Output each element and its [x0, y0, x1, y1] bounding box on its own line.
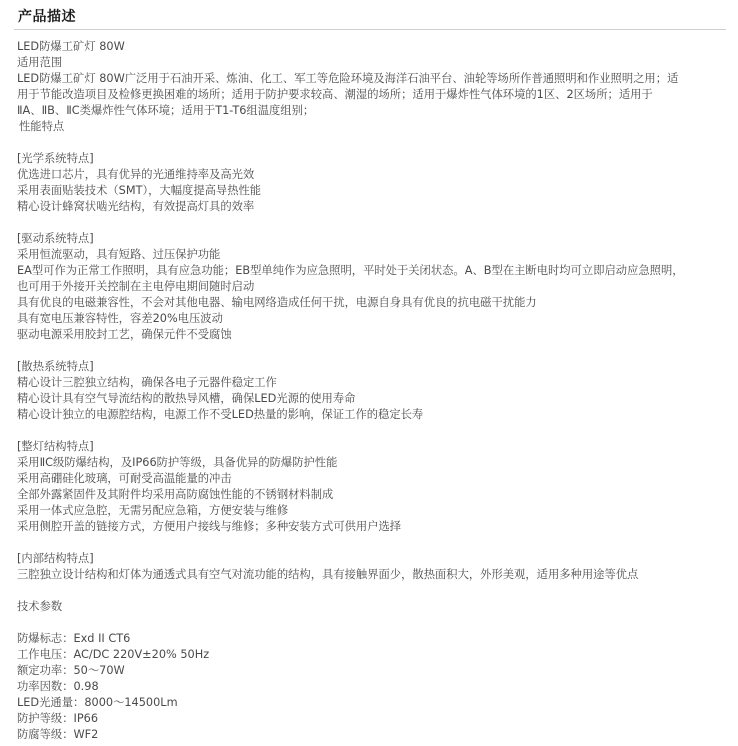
page-title: 产品描述 — [18, 9, 76, 25]
spec-item: LED光通量：8000～14500Lm — [17, 696, 178, 709]
spec-item: 额定功率：50～70W — [17, 664, 125, 677]
optical-heading: [光学系统特点] — [17, 152, 94, 165]
performance-heading: 性能特点 — [19, 120, 65, 133]
structure-line: 采用侧腔开盖的链接方式，方便用户接线与维修；多种安装方式可供用户选择 — [17, 520, 402, 533]
spacer — [17, 615, 729, 631]
thermal-line: 精心设计具有空气导流结构的散热导风槽，确保LED光源的使用寿命 — [17, 392, 356, 405]
scope-line: ⅡA、ⅡB、ⅡC类爆炸性气体环境；适用于T1-T6组温度组别； — [17, 104, 315, 117]
driver-line: EA型可作为正常工作照明，具有应急功能；EB型单纯作为应急照明，平时处于关闭状态。A、B型在主断电时均可立即启动应急照明， — [17, 264, 684, 277]
driver-line: 具有优良的电磁兼容性，不会对其他电器、输电网络造成任何干扰，电源自身具有优良的抗电磁干扰能力 — [17, 296, 537, 309]
spacer — [17, 215, 729, 231]
thermal-line: 精心设计独立的电源腔结构，电源工作不受LED热量的影响，保证工作的稳定长寿 — [17, 408, 424, 421]
internal-line: 三腔独立设计结构和灯体为通透式具有空气对流功能的结构，具有接触界面少，散热面积大，外形美观，适用多种用途等优点 — [17, 568, 639, 581]
structure-line: 采用高硼硅化玻璃，可耐受高温能量的冲击 — [17, 472, 232, 485]
spec-item: 功率因数：0.98 — [17, 680, 99, 693]
scope-line: LED防爆工矿灯 80W广泛用于石油开采、炼油、化工、军工等危险环境及海洋石油平台、油轮等场所作普通照明和作业照明之用；适 — [17, 72, 679, 85]
optical-line: 精心设计蜂窝状啮光结构，有效提高灯具的效率 — [17, 200, 255, 213]
spec-item: 工作电压：AC/DC 220V±20% 50Hz — [17, 648, 210, 661]
scope-heading: 适用范围 — [17, 56, 63, 69]
specs-heading: 技术参数 — [17, 600, 63, 613]
optical-line: 优选进口芯片，具有优异的光通维持率及高光效 — [17, 168, 255, 181]
driver-line: 驱动电源采用胶封工艺，确保元件不受腐蚀 — [17, 328, 232, 341]
section-header — [14, 4, 726, 30]
spacer — [17, 583, 729, 599]
driver-line: 具有宽电压兼容特性，容差20%电压波动 — [17, 312, 223, 325]
driver-heading: [驱动系统特点] — [17, 232, 94, 245]
spacer — [17, 535, 729, 551]
driver-line: 也可用于外接开关控制在主电停电期间随时启动 — [17, 280, 255, 293]
structure-line: 采用ⅡC级防爆结构，及IP66防护等级，具备优异的防爆防护性能 — [17, 456, 338, 469]
spec-item: 防爆标志：Exd II CT6 — [17, 632, 131, 645]
spacer — [17, 343, 729, 359]
spec-item: 防腐等级：WF2 — [17, 728, 99, 741]
scope-line: 用于节能改造项目及检修更换困难的场所；适用于防护要求较高、潮湿的场所；适用于爆炸性气体环境的1区、2区场所；适用于 — [17, 88, 653, 101]
product-description — [17, 39, 729, 743]
driver-line: 采用恒流驱动，具有短路、过压保护功能 — [17, 248, 221, 261]
structure-heading: [整灯结构特点] — [17, 440, 94, 453]
product-name: LED防爆工矿灯 80W — [17, 40, 125, 53]
thermal-heading: [散热系统特点] — [17, 360, 94, 373]
structure-line: 采用一体式应急腔，无需另配应急箱，方便安装与维修 — [17, 504, 289, 517]
spacer — [17, 135, 729, 151]
thermal-line: 精心设计三腔独立结构，确保各电子元器件稳定工作 — [17, 376, 277, 389]
spacer — [17, 423, 729, 439]
structure-line: 全部外露紧固件及其附件均采用高防腐蚀性能的不锈钢材料制成 — [17, 488, 334, 501]
optical-line: 采用表面贴装技术（SMT），大幅度提高导热性能 — [17, 184, 262, 197]
internal-heading: [内部结构特点] — [17, 552, 94, 565]
spec-item: 防护等级：IP66 — [17, 712, 99, 725]
